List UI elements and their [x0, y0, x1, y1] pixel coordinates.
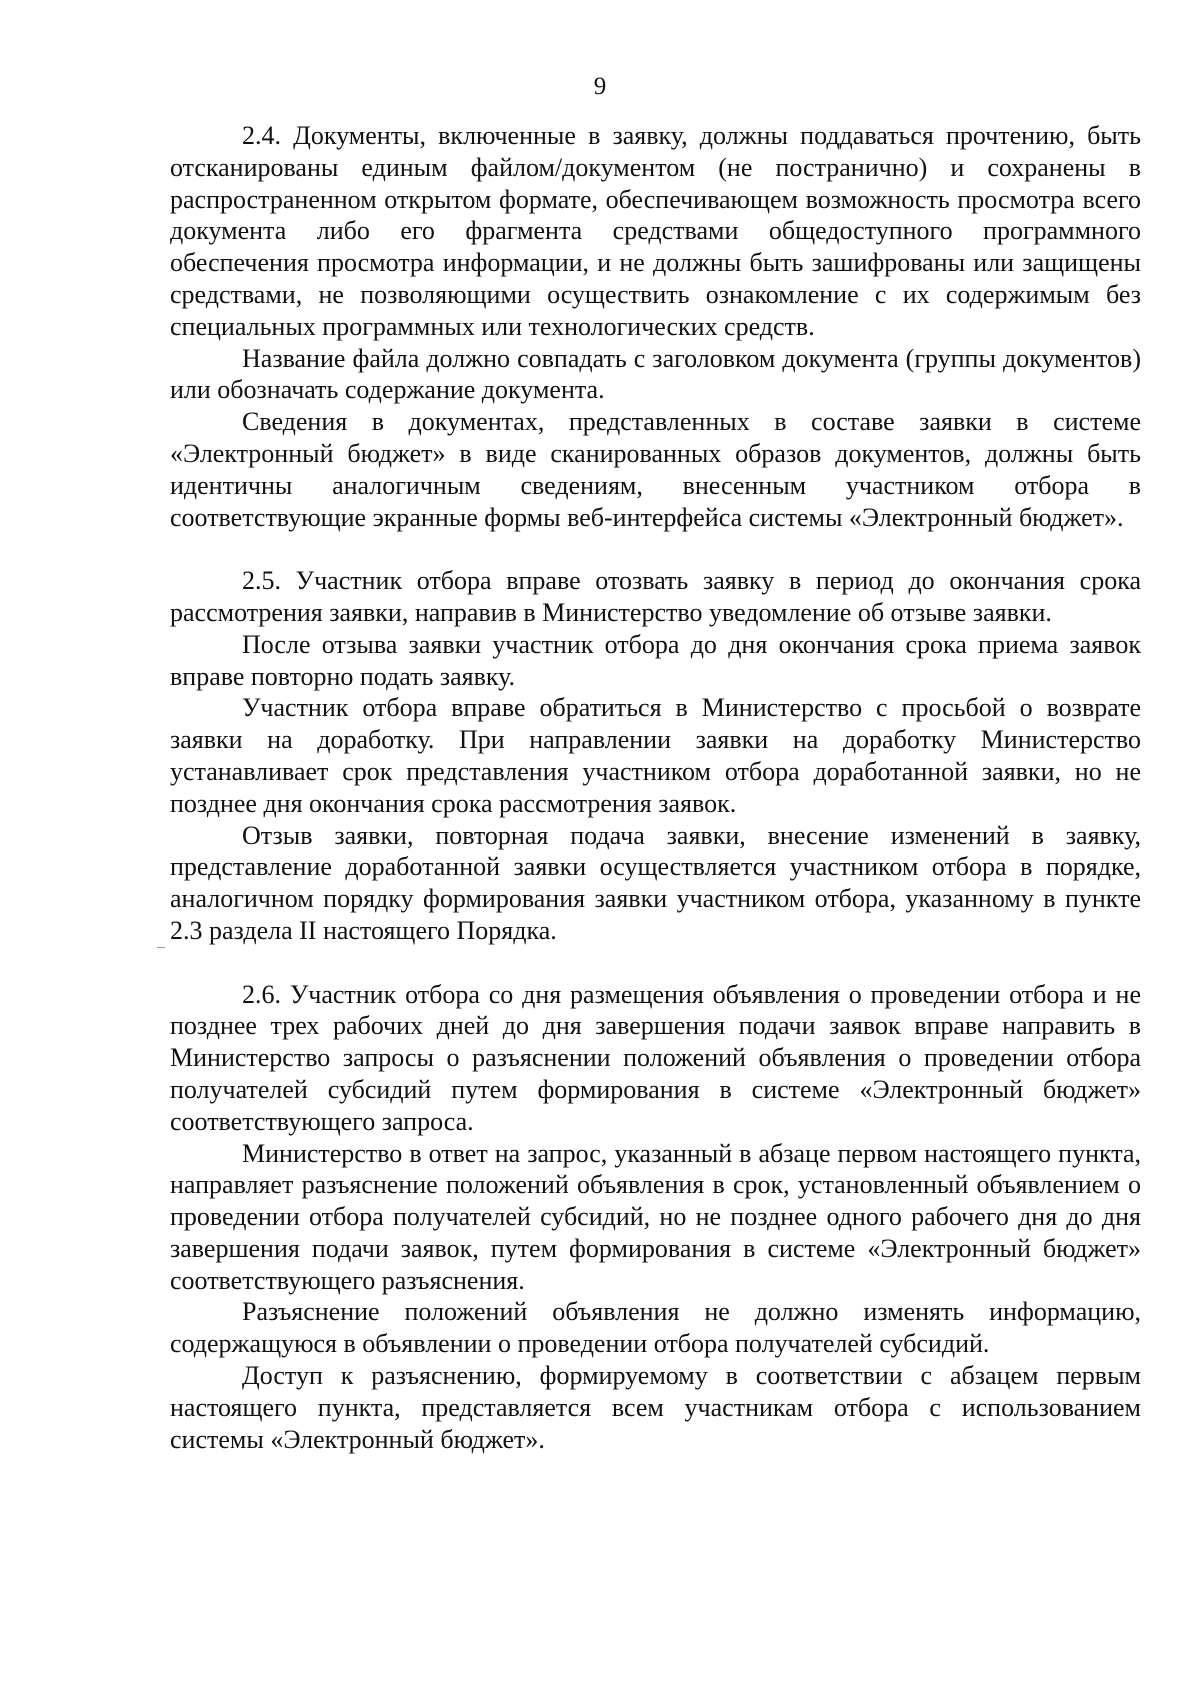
paragraph-ministry-response: Министерство в ответ на запрос, указанный в абзаце первом настоящего пункта, направляет разъяснение положений объявления в срок, установленный объявлением о проведении отбора получателей субсидий, но не позднее одного рабочего дня до дня завершения подачи заявок, путем формирования в системе «Электронный бюджет» соответствующего разъяснения.	[170, 1138, 1141, 1295]
paragraph-documents-info: Сведения в документах, представленных в составе заявки в системе «Электронный бюджет» в виде сканированных образов документов, должны быть идентичны аналогичным сведениям, внесенным участником отбора в соответствующие экранные формы веб-интерфейса системы «Электронный бюджет».	[170, 407, 1141, 532]
paragraph-2-4: 2.4. Документы, включенные в заявку, должны поддаваться прочтению, быть отсканированы единым файлом/документом (не постранично) и сохранены в распространенном открытом формате, обеспечивающем возможность просмотра всего документа либо его фрагмента средствами общедоступного программного обеспечения просмотра информации, и не должны быть зашифрованы или защищены средствами, не позволяющими осуществить ознакомление с их содержимым без специальных программных или технологических средств.	[170, 121, 1141, 341]
document-body	[170, 120, 1141, 1455]
page-number: 9	[593, 73, 607, 100]
paragraph-2-5: 2.5. Участник отбора вправе отозвать заявку в период до окончания срока рассмотрения заявки, направив в Министерство уведомление об отзыве заявки.	[170, 566, 1141, 627]
paragraph-resubmit: После отзыва заявки участник отбора до дня окончания срока приема заявок вправе повторно подать заявку.	[170, 629, 1141, 691]
paragraph-return-for-revision: Участник отбора вправе обратиться в Министерство с просьбой о возврате заявки на доработку. При направлении заявки на доработку Министерство устанавливает срок представления участником отбора доработанной заявки, но не позднее дня окончания срока рассмотрения заявок.	[170, 693, 1141, 818]
paragraph-withdrawal-procedure: Отзыв заявки, повторная подача заявки, внесение изменений в заявку, представление доработанной заявки осуществляется участником отбора в порядке, аналогичном порядку формирования заявки участником отбора, указанному в пункте 2.3 раздела II настоящего Порядка.	[170, 820, 1141, 945]
paragraph-clarification-limits: Разъяснение положений объявления не должно изменять информацию, содержащуюся в объявлении о проведении отбора получателей субсидий.	[170, 1297, 1141, 1359]
paragraph-file-name: Название файла должно совпадать с заголовком документа (группы документов) или обозначать содержание документа.	[170, 343, 1141, 405]
paragraph-2-6: 2.6. Участник отбора со дня размещения объявления о проведении отбора и не позднее трех рабочих дней до дня завершения подачи заявок вправе направить в Министерство запросы о разъяснении положений объявления о проведении отбора получателей субсидий путем формирования в системе «Электронный бюджет» соответствующего запроса.	[170, 979, 1141, 1136]
paragraph-clarification-access: Доступ к разъяснению, формируемому в соответствии с абзацем первым настоящего пункта, представляется всем участникам отбора с использованием системы «Электронный бюджет».	[170, 1361, 1141, 1454]
scan-artifact-mark	[157, 947, 165, 948]
